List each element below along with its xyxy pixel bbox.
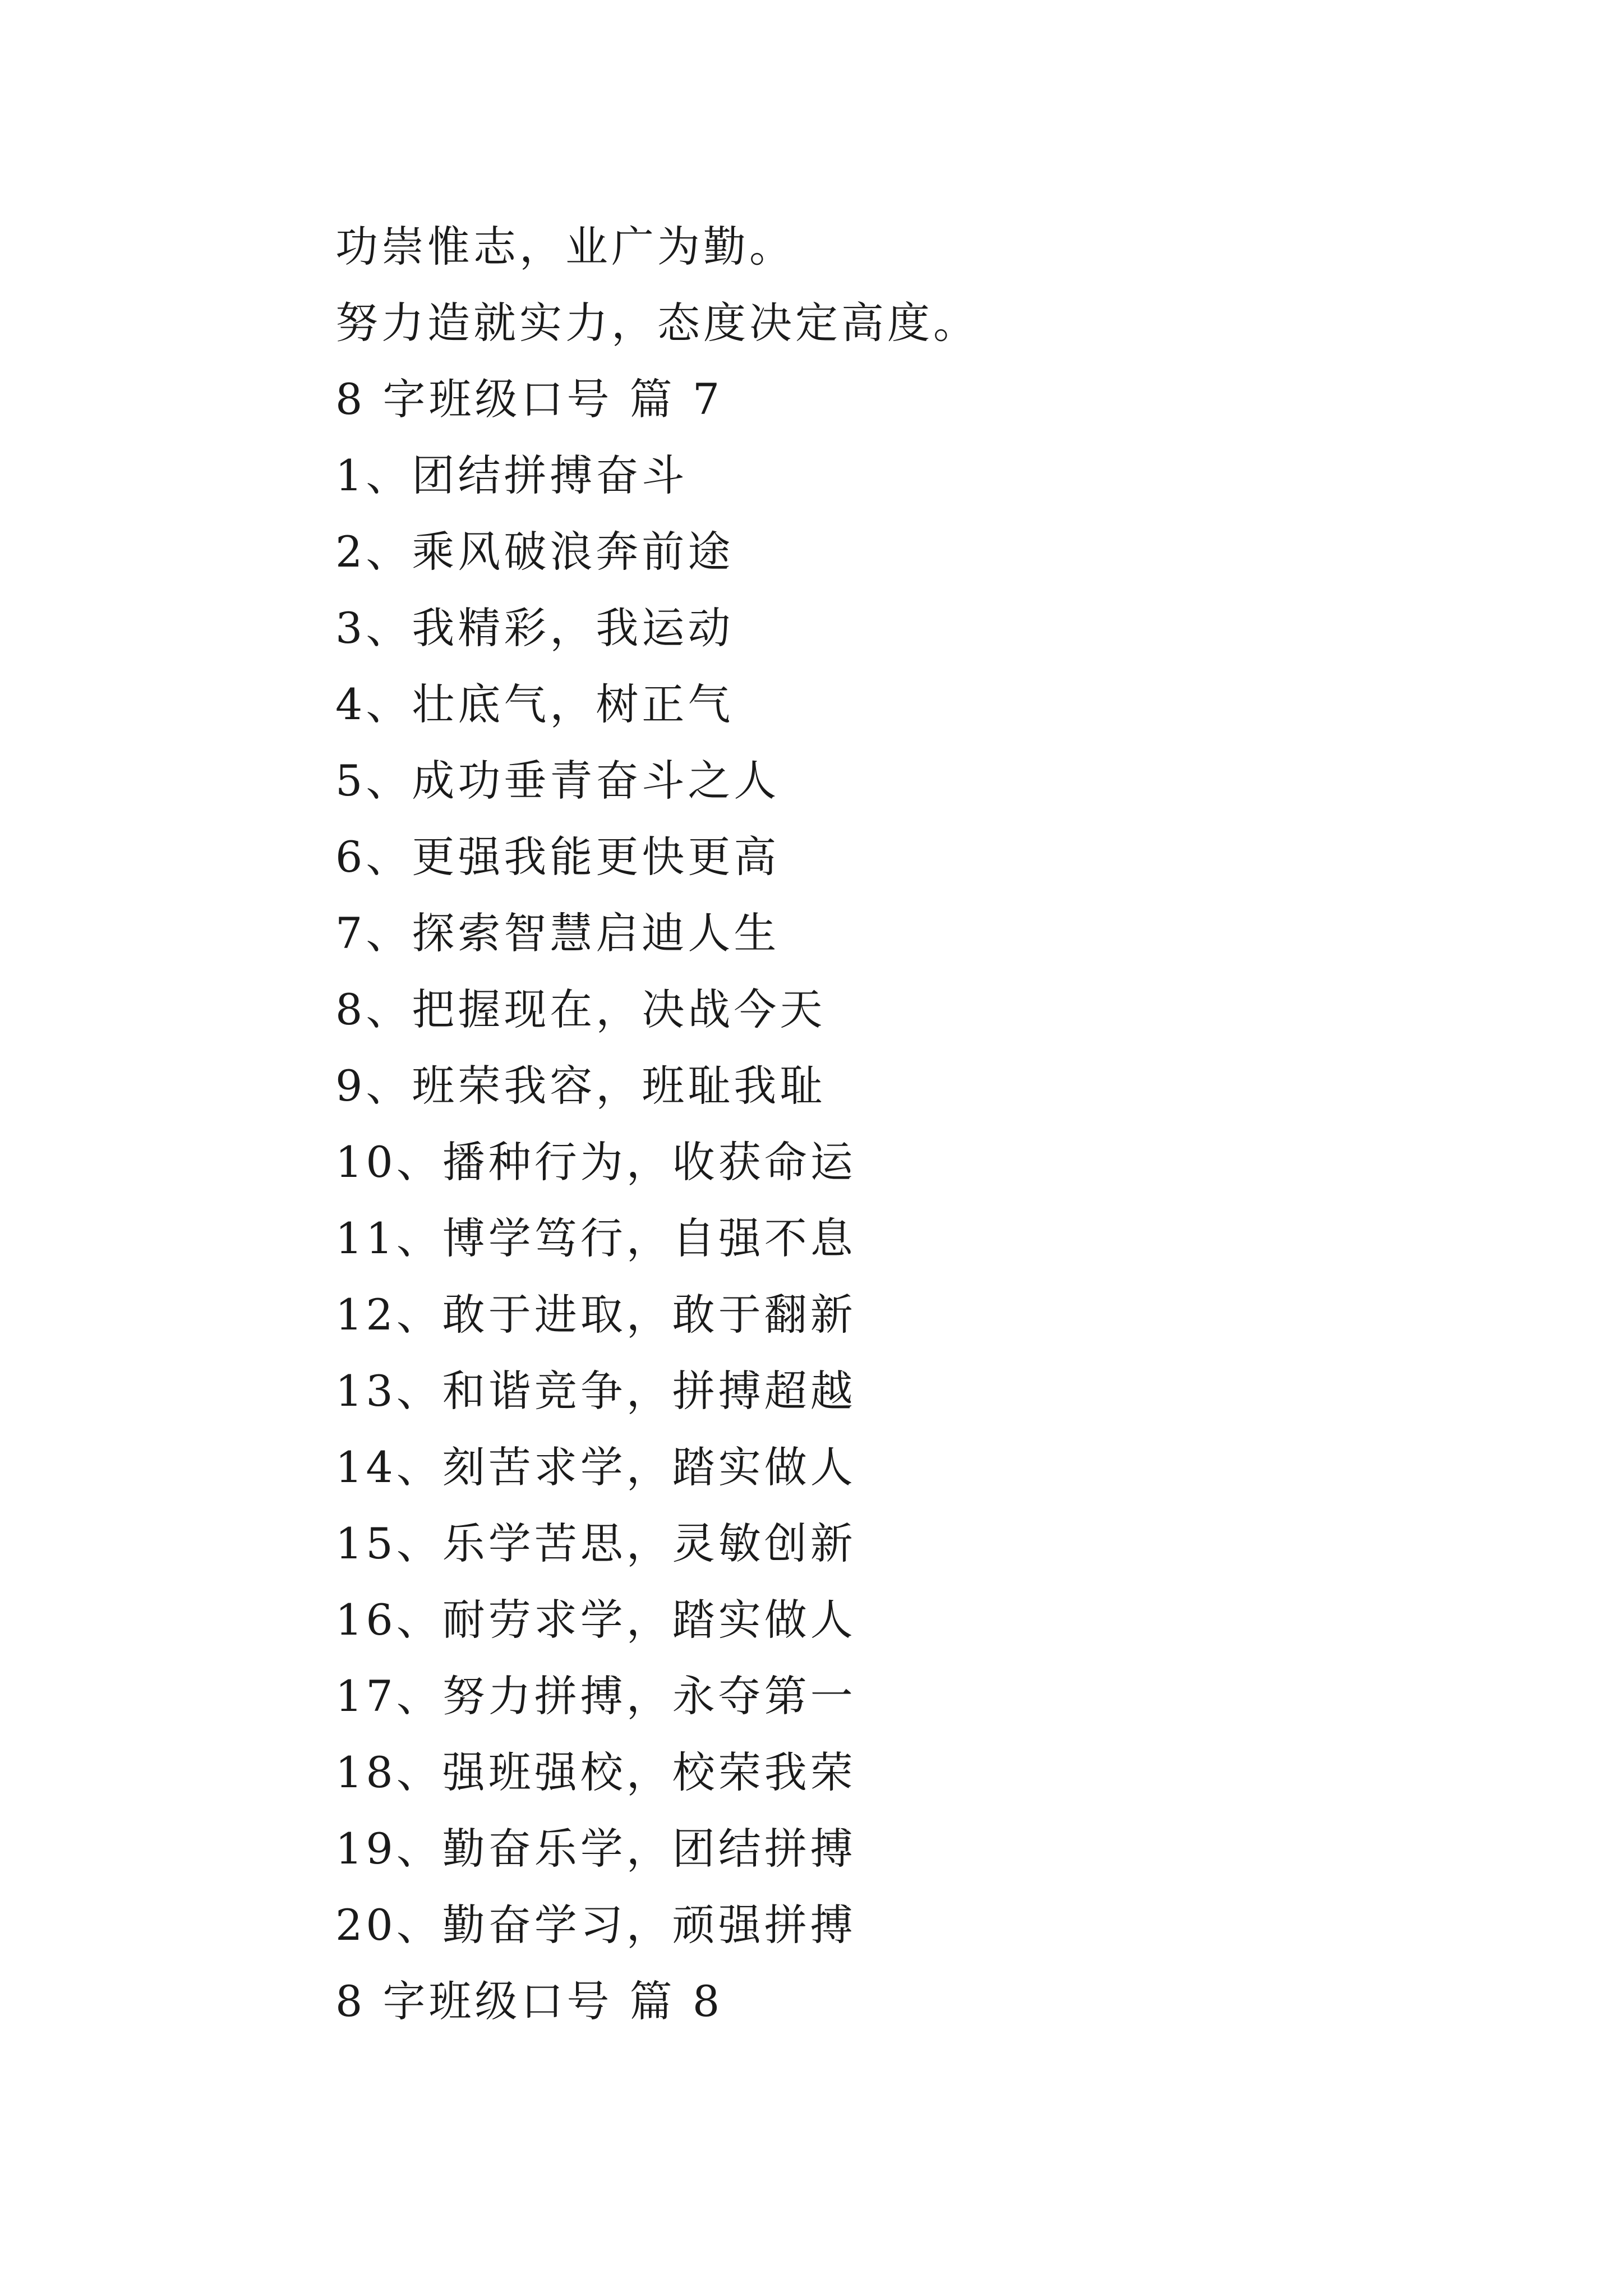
list-item: 12、敢于进取，敢于翻新 bbox=[335, 1290, 856, 1340]
list-item: 11、博学笃行，自强不息 bbox=[335, 1213, 856, 1263]
list-item: 7、探索智慧启迪人生 bbox=[335, 908, 780, 958]
list-item: 10、播种行为，收获命运 bbox=[335, 1137, 856, 1187]
list-item: 1、团结拼搏奋斗 bbox=[335, 450, 688, 500]
list-item: 13、和谐竞争，拼搏超越 bbox=[335, 1366, 856, 1416]
section-heading: 8 字班级口号 篇 8 bbox=[335, 1976, 723, 2026]
list-item: 16、耐劳求学，踏实做人 bbox=[335, 1595, 856, 1645]
list-item: 14、刻苦求学，踏实做人 bbox=[335, 1442, 856, 1492]
list-item: 18、强班强校，校荣我荣 bbox=[335, 1747, 856, 1797]
list-item: 4、壮底气，树正气 bbox=[335, 679, 734, 729]
list-item: 6、更强我能更快更高 bbox=[335, 832, 780, 882]
list-item: 3、我精彩，我运动 bbox=[335, 603, 734, 653]
list-item: 20、勤奋学习，顽强拼搏 bbox=[335, 1900, 856, 1950]
section-heading: 8 字班级口号 篇 7 bbox=[335, 374, 723, 424]
list-item: 8、把握现在，决战今天 bbox=[335, 984, 826, 1034]
list-item: 5、成功垂青奋斗之人 bbox=[335, 756, 780, 806]
list-item: 9、班荣我容，班耻我耻 bbox=[335, 1061, 826, 1111]
document-body bbox=[335, 209, 1457, 2040]
list-item: 2、乘风破浪奔前途 bbox=[335, 527, 734, 577]
list-item: 17、努力拼搏，永夺第一 bbox=[335, 1671, 856, 1721]
list-item: 15、乐学苦思，灵敏创新 bbox=[335, 1519, 856, 1568]
text-line: 努力造就实力，态度决定高度。 bbox=[335, 298, 979, 348]
text-line: 功崇惟志，业广为勤。 bbox=[335, 222, 795, 272]
list-item: 19、勤奋乐学，团结拼搏 bbox=[335, 1824, 856, 1874]
